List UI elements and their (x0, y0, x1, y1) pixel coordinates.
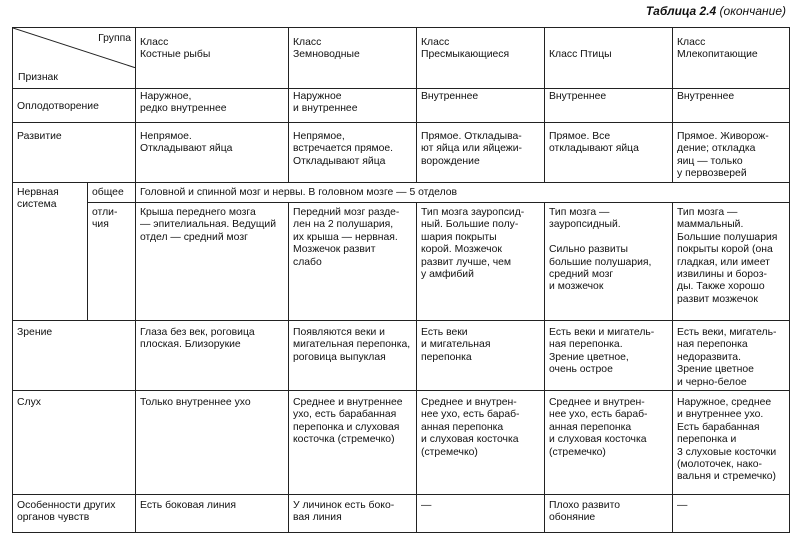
cell-hearing-birds: Среднее и внутрен- нее ухо, есть бараб- анная перепонка и слуховая косточка (стремечко) (545, 391, 673, 495)
cell-nervous-common: Головной и спинной мозг и нервы. В головном мозге — 5 отделов (136, 183, 790, 203)
cell-nervous-fish: Крыша переднего мозга — эпителиальная. Ведущий отдел — средний мозг (136, 203, 289, 321)
cell-fertilization-birds: Внутреннее (545, 89, 673, 123)
header-class-reptiles: Класс Пресмыкающиеся (417, 28, 545, 89)
row-hearing (13, 391, 790, 495)
cell-nervous-mammals: Тип мозга — маммальный. Большие полушария покрыты корой (она гладкая, или имеет извилины и бороз- ды. Также хорошо развит мозжечок (673, 203, 790, 321)
cell-fertilization-mammals: Внутреннее (673, 89, 790, 123)
row-vision (13, 321, 790, 391)
header-feature-label: Признак (18, 71, 58, 83)
row-label-vision: Зрение (13, 321, 136, 391)
row-fertilization (13, 89, 790, 123)
table-caption (646, 4, 786, 18)
sublabel-nervous-differences: отли- чия (88, 203, 136, 321)
row-nervous-differences (13, 203, 790, 321)
cell-nervous-reptiles: Тип мозга зауропсид- ный. Большие полу- шария покрыты корой. Мозжечок развит лучше, чем у амфибий (417, 203, 545, 321)
cell-vision-reptiles: Есть веки и мигательная перепонка (417, 321, 545, 391)
cell-vision-fish: Глаза без век, роговица плоская. Близорукие (136, 321, 289, 391)
cell-nervous-amphibians: Передний мозг разде- лен на 2 полушария, их крыша — нервная. Мозжечок развит слабо (289, 203, 417, 321)
row-label-nervous: Нервная система (13, 183, 88, 321)
header-class-bony-fish: Класс Костные рыбы (136, 28, 289, 89)
cell-vision-amphibians-text: Появляются веки и мигательная перепонка, роговица выпуклая (293, 327, 411, 363)
cell-nervous-birds: Тип мозга — зауропсидный. Сильно развиты большие полушария, средний мозг и мозжечок (545, 203, 673, 321)
cell-hearing-mammals: Наружное, среднее и внутреннее ухо. Есть барабанная перепонка и 3 слуховые косточки (молоточек, нако- вальня и стремечко) (673, 391, 790, 495)
header-class-amphibians: Класс Земноводные (289, 28, 417, 89)
cell-vision-birds: Есть веки и мигатель- ная перепонка. Зрение цветное, очень острое (545, 321, 673, 391)
cell-vision-amphibians (289, 321, 417, 391)
cell-fertilization-reptiles: Внутреннее (417, 89, 545, 123)
comparison-table (12, 27, 790, 533)
header-group-label: Группа (98, 33, 131, 44)
row-nervous-common (13, 183, 790, 203)
cell-development-reptiles: Прямое. Откладыва- ют яйца или яйцежи- ворождение (417, 123, 545, 183)
cell-development-mammals: Прямое. Живорож- дение; откладка яиц — только у первозверей (673, 123, 790, 183)
header-class-mammals: Класс Млекопитающие (673, 28, 790, 89)
cell-fertilization-fish: Наружное, редко внутреннее (136, 89, 289, 123)
row-label-other-senses: Особенности других органов чувств (13, 495, 136, 533)
cell-development-fish: Непрямое. Откладывают яйца (136, 123, 289, 183)
cell-hearing-fish: Только внутреннее ухо (136, 391, 289, 495)
cell-development-amphibians: Непрямое, встречается прямое. Откладывают яйца (289, 123, 417, 183)
table-caption-suffix: (окончание) (719, 4, 786, 18)
row-label-hearing: Слух (13, 391, 136, 495)
cell-development-birds: Прямое. Все откладывают яйца (545, 123, 673, 183)
header-row (13, 28, 790, 89)
cell-hearing-reptiles: Среднее и внутрен- нее ухо, есть бараб- анная перепонка и слуховая косточка (стремечко) (417, 391, 545, 495)
cell-fertilization-amphibians: Наружное и внутреннее (289, 89, 417, 123)
cell-other-birds: Плохо развито обоняние (545, 495, 673, 533)
cell-hearing-amphibians: Среднее и внутреннее ухо, есть барабанная перепонка и слуховая косточка (стремечко) (289, 391, 417, 495)
table-caption-label: Таблица 2.4 (645, 4, 717, 18)
cell-other-reptiles: — (417, 495, 545, 533)
header-class-birds: Класс Птицы (545, 28, 673, 89)
sublabel-nervous-common: общее (88, 183, 136, 203)
cell-other-amphibians: У личинок есть боко- вая линия (289, 495, 417, 533)
row-development (13, 123, 790, 183)
row-other-senses (13, 495, 790, 533)
row-label-fertilization: Оплодотворение (13, 89, 136, 123)
cell-other-fish: Есть боковая линия (136, 495, 289, 533)
cell-vision-mammals: Есть веки, мигатель- ная перепонка недоразвита. Зрение цветное и черно-белое (673, 321, 790, 391)
row-label-development: Развитие (13, 123, 136, 183)
header-corner-cell (13, 28, 136, 89)
cell-other-mammals: — (673, 495, 790, 533)
